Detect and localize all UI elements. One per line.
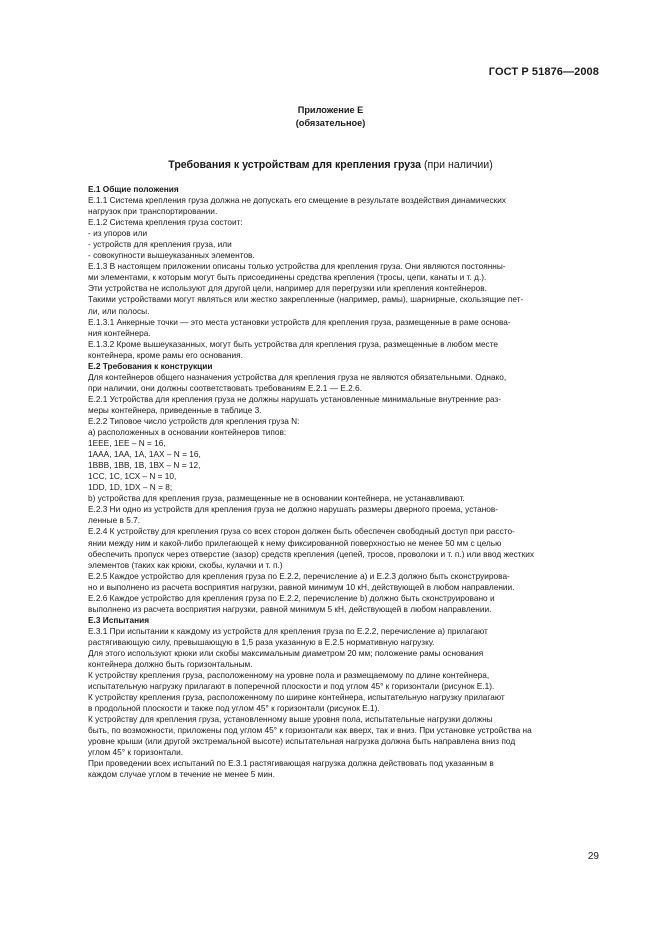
section-heading: Е.3 Испытания — [88, 614, 150, 625]
text-line: Е.2.4 К устройству для крепления груза со всех сторон должен быть обеспечен свободный доступ при рассто- — [88, 526, 515, 537]
text-line: контейнера должно быть горизонтальным. — [88, 659, 253, 670]
text-line: Е.1.3.2 Кроме вышеуказанных, могут быть устройства для крепления груза, размещенные в любом месте — [88, 338, 499, 349]
text-line: испытательную нагрузку прилагают в поперечной плоскости и под углом 45° к горизонтали (рисунок Е.1). — [88, 681, 495, 692]
text-line: При проведении всех испытаний по Е.3.1 растягивающая нагрузка должна действовать под указанным в — [88, 758, 494, 769]
annex-title: Приложение Е — [297, 105, 364, 115]
text-line: Е.1.2 Система крепления груза состоит: — [88, 217, 243, 228]
annex-heading — [0, 104, 661, 130]
text-line: - из упоров или — [88, 228, 148, 239]
text-line: в продольной плоскости и также под углом 45° к горизонтали (рисунок Е.1). — [88, 703, 380, 714]
text-line: выполнено из расчета восприятия нагрузки, равной минимум 5 кН, действующей в любом направлении. — [88, 603, 492, 614]
text-line: Такими устройствами могут являться или жестко закрепленные (например, рамы), шарнирные, скользящие пет- — [88, 294, 524, 305]
text-line: Е.1.1 Система крепления груза должна не допускать его смещение в результате воздействия динамических — [88, 195, 507, 206]
document-body — [88, 184, 600, 781]
text-line: Е.2.6 Каждое устройство для крепления груза по Е.2.2, перечисление b) должно быть сконструировано и — [88, 592, 495, 603]
text-line: обеспечить пропуск через отверстие (зазор) средств крепления (цепей, тросов, проволоки и т. п.) или ввод жестких — [88, 548, 535, 559]
text-line: янии между ним и какой-либо прилегающей к нему фиксированной поверхностью не менее 50 мм с целью — [88, 537, 502, 548]
text-line: К устройству крепления груза, расположенному на уровне пола и размещаемому по длине контейнера, — [88, 670, 490, 681]
section-heading: Е.2 Требования к конструкции — [88, 360, 213, 371]
text-line: меры контейнера, приведенные в таблице 3. — [88, 404, 262, 415]
text-line: Е.3.1 При испытании к каждому из устройств для крепления груза по Е.2.2, перечисление а) прилагают — [88, 625, 488, 636]
text-line: контейнера, кроме рамы его основания. — [88, 349, 243, 360]
text-line: но и выполнено из расчета восприятия нагрузки, равной минимум 10 кН, действующей в любом направлении. — [88, 581, 515, 592]
text-line: Е.2.2 Типовое число устройств для крепления груза N: — [88, 415, 300, 426]
text-line: Е.2.1 Устройства для крепления груза не должны нарушать установленные минимальные внутренние раз- — [88, 393, 502, 404]
text-line: 1СС, 1С, 1СХ – N = 10, — [88, 471, 177, 482]
text-line: Е.1.3.1 Анкерные точки — это места установки устройств для крепления груза, размещенные в раме основа- — [88, 316, 511, 327]
text-line: Для контейнеров общего назначения устройства для крепления груза не являются обязательными. Однако, — [88, 371, 507, 382]
text-line: при наличии, они должны соответствовать требованиям Е.2.1 — Е.2.6. — [88, 382, 362, 393]
text-line: b) устройства для крепления груза, размещенные не в основании контейнера, не устанавливают. — [88, 493, 465, 504]
text-line: нагрузок при транспортировании. — [88, 206, 218, 217]
text-line: уровне крыши (или другой экстремальной высоте) испытательная нагрузка должна быть направлена вниз под — [88, 736, 516, 747]
text-line: ленные в 5.7. — [88, 515, 141, 526]
section-title — [0, 159, 661, 171]
text-line: а) расположенных в основании контейнеров типов: — [88, 427, 287, 438]
text-line: Для этого используют крюки или скобы максимальным диаметром 20 мм; положение рамы основания — [88, 647, 484, 658]
text-line: углом 45° к горизонтали. — [88, 747, 184, 758]
text-line: 1DD, 1D, 1DX – N = 8; — [88, 482, 173, 493]
text-line: 1ЕЕЕ, 1ЕЕ – N = 16, — [88, 438, 166, 449]
section-title-main: Требования к устройствам для крепления груза — [168, 159, 422, 171]
text-line: каждом случае углом в течение не менее 5 мин. — [88, 769, 275, 780]
standard-code: ГОСТ Р 51876—2008 — [488, 66, 599, 78]
text-line: Е.2.5 Каждое устройство для крепления груза по Е.2.2, перечисление а) и Е.2.3 должно быть сконструирова- — [88, 570, 510, 581]
text-line: Е.2.3 Ни одно из устройств для крепления груза не должно нарушать размеры дверного проема, установ- — [88, 504, 499, 515]
text-line: Эти устройства не используют для другой цели, например для перегрузки или крепления контейнеров. — [88, 283, 487, 294]
text-line: элементов (таких как крюки, скобы, кулачки и т. п.) — [88, 559, 283, 570]
text-line: К устройству для крепления груза, установленному выше уровня пола, испытательные нагрузки должны — [88, 714, 493, 725]
text-line: быть, по возможности, приложены под углом 45° к горизонтали как вверх, так и вниз. При установке устройства на — [88, 725, 532, 736]
text-line: ми элементами, к которым могут быть присоединены средства крепления (тросы, цепи, канаты и т. д.). — [88, 272, 487, 283]
section-title-suffix: (при наличии) — [421, 159, 493, 171]
annex-status: (обязательное) — [295, 118, 366, 128]
text-line: растягивающую силу, превышающую в 1,5 раза указанную в Е.2.5 нормативную нагрузку. — [88, 636, 435, 647]
page-number: 29 — [587, 851, 599, 862]
text-line: ния контейнера. — [88, 327, 151, 338]
text-line: Е.1.3 В настоящем приложении описаны только устройства для крепления груза. Они являются постоянны- — [88, 261, 506, 272]
text-line: - устройств для крепления груза, или — [88, 239, 232, 250]
text-line: - совокупности вышеуказанных элементов. — [88, 250, 255, 261]
text-line: ли, или полосы. — [88, 305, 150, 316]
section-heading: Е.1 Общие положения — [88, 184, 179, 194]
text-line: К устройству крепления груза, расположенному по ширине контейнера, испытательную нагрузку прилагают — [88, 692, 505, 703]
text-line: 1ААА, 1АА, 1А, 1АХ – N = 16, — [88, 449, 201, 460]
text-line: 1ВВВ, 1ВВ, 1В, 1ВХ – N = 12, — [88, 460, 201, 471]
